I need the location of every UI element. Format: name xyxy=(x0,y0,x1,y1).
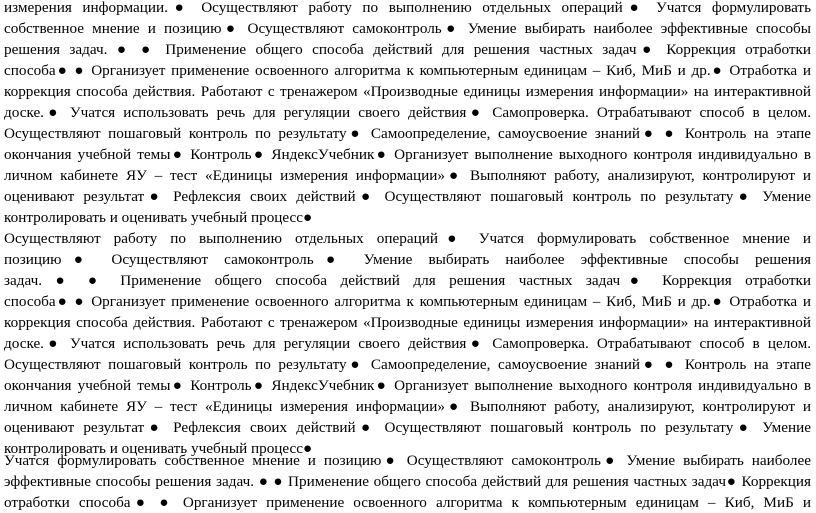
text-line: измерения информации.● Осуществляют работу по выполнению отдельных операций● Учатся формулировать xyxy=(4,0,811,16)
text-line: решения задач. ● ● Применение общего способа действий для решения частных задач● Коррекция отработки xyxy=(4,41,811,58)
text-line: оценивают результат● Рефлексия своих действий● Осуществляют пошаговый контроль по результату● Умение xyxy=(4,188,811,205)
text-line: личном кабинете ЯУ – тест «Единицы измерения информации»● Выполняют работу, анализируют, контролируют и xyxy=(4,398,811,415)
text-line: коррекция способа действия. Работают с тренажером «Производные единицы измерения информации» на интерактивной xyxy=(4,83,811,100)
text-line: способа● ● Организует применение освоенного алгоритма к компьютерным единицам – Киб, МиБ и др.● Отработка и xyxy=(4,62,811,79)
text-line: Осуществляют работу по выполнению отдельных операций● Учатся формулировать собственное мнение и xyxy=(4,230,811,247)
text-line: эффективные способы решения задач. ● ● Применение общего способа действий для решения частных задач● Коррекция xyxy=(4,473,811,490)
text-line: Учатся формулировать собственное мнение и позицию● Осуществляют самоконтроль● Умение выбирать наиболее xyxy=(4,452,811,469)
text-line: окончания учебной темы● Контроль● ЯндексУчебник● Организует выполнение выходного контроля индивидуально в xyxy=(4,146,811,163)
text-line: позицию● Осуществляют самоконтроль● Умение выбирать наиболее эффективные способы решения xyxy=(4,251,811,268)
text-line: Осуществляют пошаговый контроль по результату● Самоопределение, самоусвоение знаний● ● Контроль на этапе xyxy=(4,356,811,373)
text-line: задач. ● ● Применение общего способа действий для решения частных задач● Коррекция отработки xyxy=(4,272,811,289)
text-line: собственное мнение и позицию● Осуществляют самоконтроль● Умение выбирать наиболее эффективные способы xyxy=(4,20,811,37)
text-line: Осуществляют пошаговый контроль по результату● Самоопределение, самоусвоение знаний● ● Контроль на этапе xyxy=(4,125,811,142)
text-line: контролировать и оценивать учебный процесс● xyxy=(4,209,313,226)
text-line: контролировать и оценивать учебный процесс● xyxy=(4,440,313,457)
text-line: окончания учебной темы● Контроль● ЯндексУчебник● Организует выполнение выходного контроля индивидуально в xyxy=(4,377,811,394)
text-line: коррекция способа действия. Работают с тренажером «Производные единицы измерения информации» на интерактивной xyxy=(4,314,811,331)
text-line: личном кабинете ЯУ – тест «Единицы измерения информации»● Выполняют работу, анализируют, контролируют и xyxy=(4,167,811,184)
text-line: доске.● Учатся использовать речь для регуляции своего действия● Самопроверка. Отрабатывают способ в целом. xyxy=(4,104,811,121)
text-line: доске.● Учатся использовать речь для регуляции своего действия● Самопроверка. Отрабатывают способ в целом. xyxy=(4,335,811,352)
text-line: отработки способа● ● Организует применение освоенного алгоритма к компьютерным единицам – Киб, МиБ и xyxy=(4,494,811,511)
text-line: способа● ● Организует применение освоенного алгоритма к компьютерным единицам – Киб, МиБ и др.● Отработка и xyxy=(4,293,811,310)
text-line: оценивают результат● Рефлексия своих действий● Осуществляют пошаговый контроль по результату● Умение xyxy=(4,419,811,436)
